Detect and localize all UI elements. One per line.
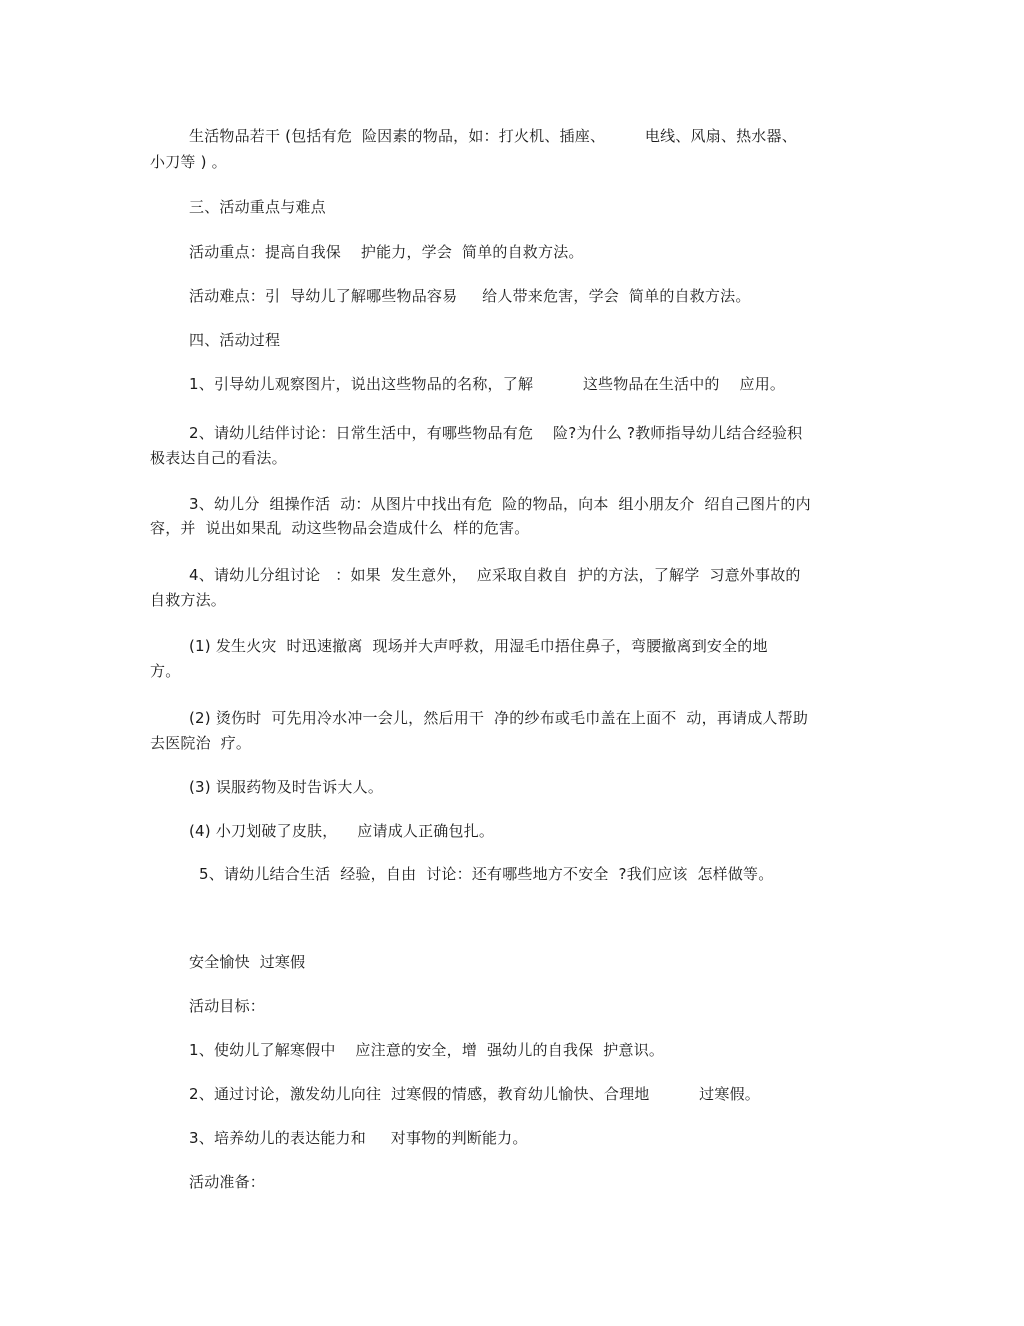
- text-line: (1) 发生火灾 时迅速撤离 现场并大声呼救，用湿毛巾捂住鼻子，弯腰撤离到安全的地: [189, 637, 768, 655]
- section-heading: 四、活动过程: [189, 331, 281, 349]
- text-line: 5、请幼儿结合生活 经验，自由 讨论：还有哪些地方不安全 ?我们应该 怎样做等。: [199, 865, 774, 883]
- text-line: 1、使幼儿了解寒假中 应注意的安全，增 强幼儿的自我保 护意识。: [189, 1041, 665, 1059]
- text-line: 极表达自己的看法。: [150, 449, 287, 467]
- text-line: 小刀等 ) 。: [150, 153, 227, 171]
- text-line: 容，并 说出如果乱 动这些物品会造成什么 样的危害。: [150, 519, 530, 537]
- text-line: 2、通过讨论，激发幼儿向往 过寒假的情感，教育幼儿愉快、合理地 过寒假。: [189, 1085, 760, 1103]
- text-line: 活动重点：提高自我保 护能力，学会 简单的自救方法。: [189, 243, 584, 261]
- text-line: 生活物品若干 (包括有危 险因素的物品，如：打火机、插座、 电线、风扇、热水器、: [189, 127, 797, 145]
- section-heading: 活动目标：: [189, 997, 266, 1015]
- text-line: 方。: [150, 662, 181, 680]
- text-line: 自救方法。: [150, 591, 227, 609]
- text-line: 去医院治 疗。: [150, 734, 252, 752]
- text-line: 3、幼儿分 组操作活 动：从图片中找出有危 险的物品，向本 组小朋友介 绍自己图片的内: [189, 495, 811, 513]
- text-line: (4) 小刀划破了皮肤， 应请成人正确包扎。: [189, 822, 495, 840]
- text-line: 活动难点：引 导幼儿了解哪些物品容易 给人带来危害，学会 简单的自救方法。: [189, 287, 751, 305]
- text-line: (2) 烫伤时 可先用冷水冲一会儿，然后用干 净的纱布或毛巾盖在上面不 动，再请成人帮助: [189, 709, 809, 727]
- text-line: 2、请幼儿结伴讨论：日常生活中，有哪些物品有危 险?为什么 ?教师指导幼儿结合经验积: [189, 424, 803, 442]
- text-line: 3、培养幼儿的表达能力和 对事物的判断能力。: [189, 1129, 528, 1147]
- document-title: 安全愉快 过寒假: [189, 953, 306, 971]
- text-line: 4、请幼儿分组讨论 ：如果 发生意外， 应采取自救自 护的方法，了解学 习意外事故的: [189, 566, 801, 584]
- section-heading: 活动准备：: [189, 1173, 266, 1191]
- text-line: (3) 误服药物及时告诉大人。: [189, 778, 384, 796]
- text-line: 1、引导幼儿观察图片，说出这些物品的名称，了解 这些物品在生活中的 应用。: [189, 375, 786, 393]
- section-heading: 三、活动重点与难点: [189, 198, 326, 216]
